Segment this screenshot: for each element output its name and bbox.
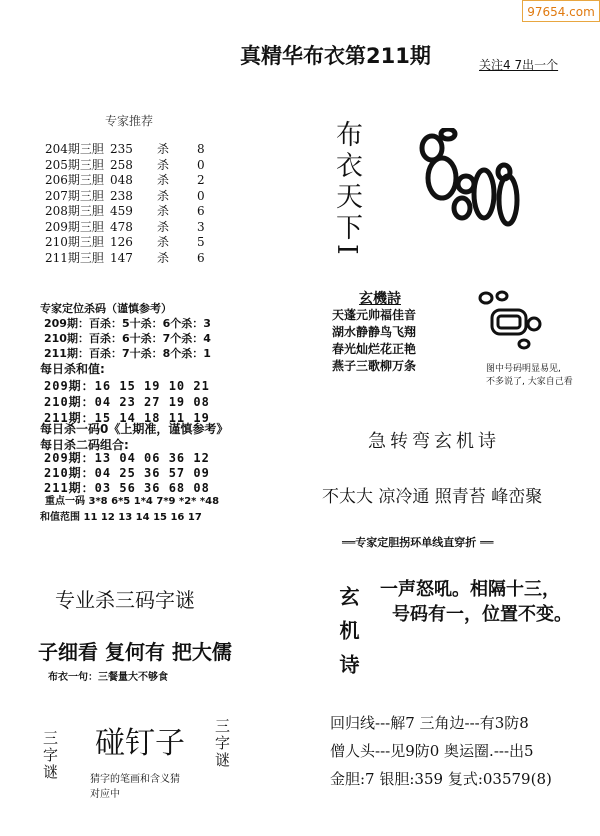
expert-pick-cell: 048 [110,173,133,187]
summary-line: 回归线---解7 三角边---有3防8 [330,714,529,732]
expert-pick-cell: 211期三胆 [45,250,104,265]
expert-picks-heading: 专家推荐 [105,114,154,128]
beads-image-small [472,288,552,358]
expert-pick-cell: 杀 [157,157,170,172]
image-note: 不多说了, 大家自己看 [486,377,573,387]
expert-pick-cell: 杀 [157,235,170,249]
expert-pick-cell: 8 [197,142,205,156]
follow-note: 关注4 7出一个 [479,58,559,72]
expert-pick-cell: 杀 [157,142,170,156]
expert-pick-cell: 0 [197,188,205,203]
riddle-left-label: 三字谜 [41,730,59,781]
expert-pick-cell: 210期三胆 [45,235,104,249]
beads-image [412,128,532,238]
daily-pair-heading: 每日杀二码组合: [40,438,129,452]
poem-line: 燕子三歌柳万条 [332,359,417,373]
riddle-right-label: 三字谜 [213,718,231,769]
expert-pick-cell: 238 [110,188,133,203]
watermark-badge: 97654.com [522,0,600,22]
expert-pick-cell: 杀 [157,188,170,203]
verse-line: 号码有一，位置不变。 [392,604,572,625]
position-kill-row: 211期：百杀：7十杀：8个杀：1 [44,347,211,360]
expert-pick-cell: 0 [197,157,205,172]
expert-pick-cell: 126 [110,235,133,249]
riddle-look-line: 子细看 复何有 把大儒 [38,640,232,664]
page-title: 真精华布衣第211期 [240,44,431,68]
riddle-title: 专业杀三码字谜 [55,588,195,612]
poem-heading: 玄機詩 [359,291,401,307]
xuanji-label: 玄机诗 [336,586,360,688]
daily-sum-row: 209期：16 15 19 10 21 [44,379,210,393]
expert-pick-row [45,218,205,235]
daily-pair-row: 211期：03 56 36 68 08 [44,481,210,495]
daily-pair-row: 209期：13 04 06 36 12 [44,451,210,465]
expert-pick-cell: 3 [197,219,205,234]
position-kill-row: 209期：百杀：5十杀：6个杀：3 [44,317,211,330]
expert-pick-cell: 209期三胆 [45,219,104,234]
riddle-hint-line: 对应中 [90,789,120,800]
expert-pick-row [45,249,205,266]
image-note: 图中号码明显易见, [486,364,561,374]
position-kill-heading: 专家定位杀码（谨慎参考） [40,302,172,315]
expert-pick-cell: 6 [197,204,205,218]
riddle-hint [90,770,180,800]
expert-pick-row [45,171,205,188]
riddle-hint-line: 猜字的笔画和含义猜 [90,774,180,785]
expert-pick-row [45,233,205,250]
expert-pick-cell: 235 [110,142,133,156]
sum-range-line: 和值范围 11 12 13 14 15 16 17 [40,512,202,523]
expert-pick-cell: 208期三胆 [45,204,104,218]
daily-sum-row: 210期：04 23 27 19 08 [44,395,210,409]
expert-pick-cell: 204期三胆 [45,142,104,156]
expert-pick-cell: 459 [110,204,133,218]
expert-pick-cell: 6 [197,250,205,265]
expert-pick-cell: 2 [197,173,205,187]
expert-pick-cell: 207期三胆 [45,188,104,203]
expert-pick-cell: 杀 [157,219,170,234]
summary-line: 僧人头---见9防0 奥运圈.---出5 [330,742,534,760]
expert-pick-row [45,140,205,157]
expert-pick-cell: 478 [110,219,133,234]
daily-one-code: 每日杀一码0《上期准，谨慎参考》 [40,422,229,436]
riddle-poem-heading: 急转弯玄机诗 [368,431,500,452]
position-kill-row: 210期：百杀：6十杀：7个杀：4 [44,332,211,345]
expert-pick-cell: 147 [110,250,133,265]
daily-sum-row: 211期：15 14 18 11 19 [44,411,210,425]
expert-pick-row [45,156,205,173]
poem-line: 天蓬元帅福佳音 [332,308,417,322]
expert-pick-cell: 205期三胆 [45,157,104,172]
vertical-title: 布衣天下I [331,120,362,259]
expert-pick-row [45,187,205,204]
daily-sum-heading: 每日杀和值: [40,362,105,376]
expert-pick-cell: 5 [197,235,205,249]
expert-pick-cell: 杀 [157,250,170,265]
expert-turn-line: ══专家定胆拐环单线直穿折 ══ [342,536,494,549]
poem-line: 春光灿烂花正艳 [332,342,417,356]
verse-line: 一声怒吼。相隔十三， [380,579,560,600]
expert-pick-cell: 258 [110,157,133,172]
expert-pick-cell: 206期三胆 [45,173,104,187]
summary-line: 金胆:7 银胆:359 复式:03579(8) [330,770,552,788]
daily-pair-row: 210期：04 25 36 57 09 [44,466,210,480]
riddle-poem-line: 不太大 凉冷通 照青苔 峰峦聚 [322,487,543,507]
poem-line: 湖水静静鸟飞翔 [332,325,417,339]
expert-pick-cell: 杀 [157,173,170,187]
expert-pick-row [45,202,205,219]
expert-pick-cell: 杀 [157,204,170,218]
buyi-line: 布衣一句：三餐量大不够食 [48,672,168,683]
riddle-big-text: 碰钉子 [95,726,185,761]
focus-code-line: 重点一码 3*8 6*5 1*4 7*9 *2* *48 [45,496,220,507]
